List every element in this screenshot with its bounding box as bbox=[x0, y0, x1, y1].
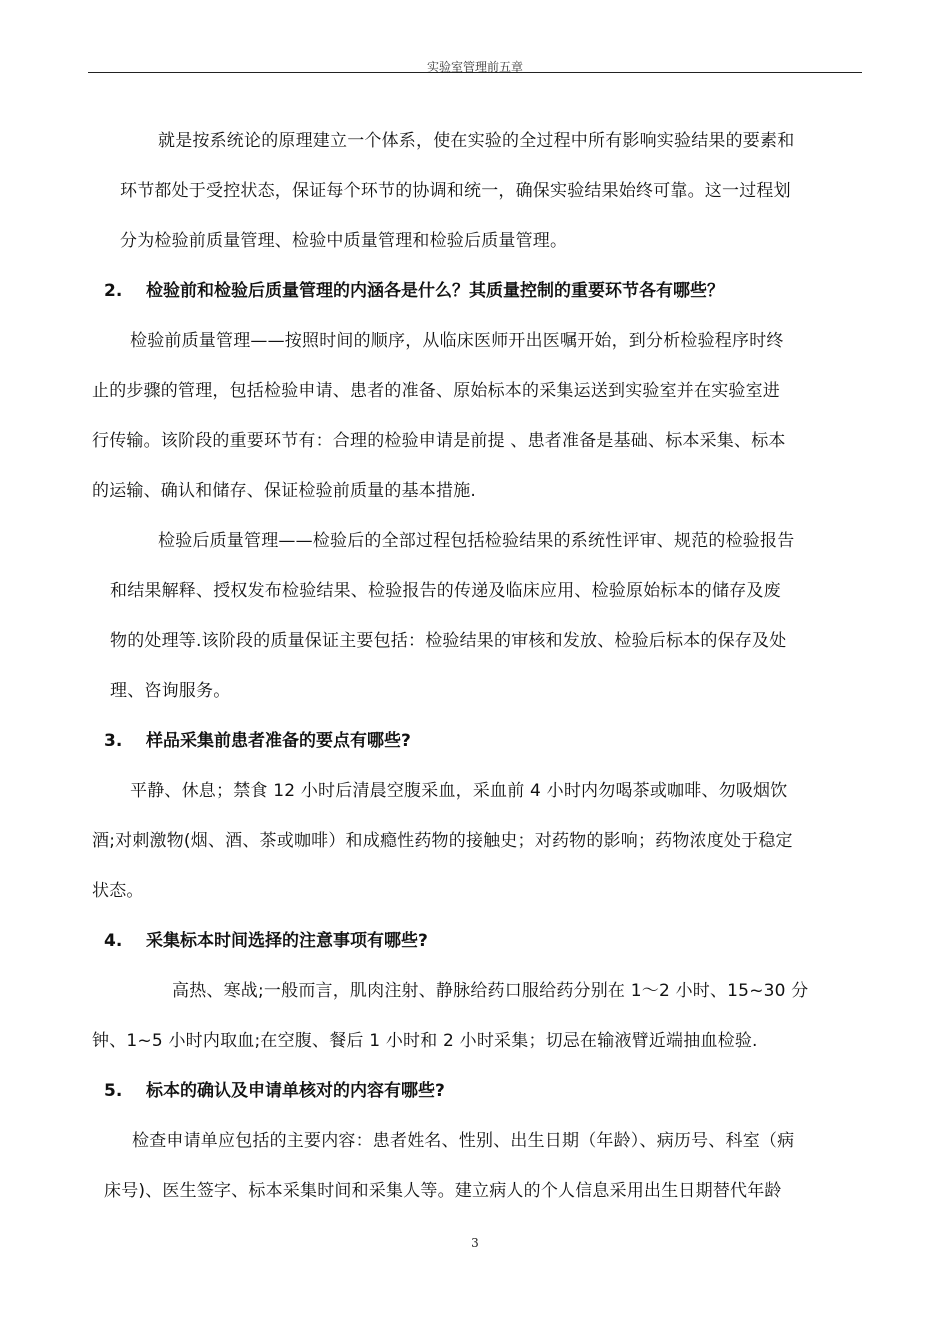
question-4-heading bbox=[104, 930, 428, 952]
q2-para1-line-1: 检验前质量管理——按照时间的顺序，从临床医师开出医嘱开始，到分析检验程序时终 bbox=[130, 331, 784, 351]
question-3-number: 3. bbox=[104, 731, 123, 751]
q2-para2-line-4: 理、咨询服务。 bbox=[110, 681, 231, 701]
question-5-number: 5. bbox=[104, 1081, 123, 1101]
q4-line-1: 高热、寒战;一般而言，肌肉注射、静脉给药口服给药分别在 1～2 小时、15~30 分 bbox=[172, 981, 809, 1001]
question-5-heading bbox=[104, 1080, 445, 1102]
q3-line-1: 平静、休息；禁食 12 小时后清晨空腹采血，采血前 4 小时内勿喝茶或咖啡、勿吸烟饮 bbox=[130, 781, 788, 801]
question-3-title: 样品采集前患者准备的要点有哪些? bbox=[146, 731, 411, 751]
question-2-heading bbox=[104, 280, 724, 302]
page-number: 3 bbox=[471, 1236, 479, 1250]
running-header: 实验室管理前五章 bbox=[426, 60, 523, 74]
intro-line-1: 就是按系统论的原理建立一个体系，使在实验的全过程中所有影响实验结果的要素和 bbox=[158, 131, 795, 151]
q2-para2-line-3: 物的处理等.该阶段的质量保证主要包括：检验结果的审核和发放、检验后标本的保存及处 bbox=[110, 631, 787, 651]
question-4-number: 4. bbox=[104, 931, 123, 951]
question-5-title: 标本的确认及申请单核对的内容有哪些? bbox=[146, 1081, 445, 1101]
q3-line-2: 酒;对刺激物(烟、酒、茶或咖啡）和成瘾性药物的接触史；对药物的影响；药物浓度处于稳定 bbox=[92, 831, 793, 851]
intro-line-3: 分为检验前质量管理、检验中质量管理和检验后质量管理。 bbox=[120, 231, 568, 251]
q2-para2-line-1: 检验后质量管理——检验后的全部过程包括检验结果的系统性评审、规范的检验报告 bbox=[158, 531, 795, 551]
question-3-heading bbox=[104, 730, 411, 752]
question-2-number: 2. bbox=[104, 281, 123, 301]
intro-line-2: 环节都处于受控状态，保证每个环节的协调和统一，确保实验结果始终可靠。这一过程划 bbox=[120, 181, 791, 201]
q5-line-2: 床号)、医生签字、标本采集时间和采集人等。建立病人的个人信息采用出生日期替代年龄 bbox=[104, 1181, 782, 1201]
question-2-title: 检验前和检验后质量管理的内涵各是什么？其质量控制的重要环节各有哪些？ bbox=[146, 281, 724, 301]
q3-line-3: 状态。 bbox=[92, 881, 144, 901]
q5-line-1: 检查申请单应包括的主要内容：患者姓名、性别、出生日期（年龄）、病历号、科室（病 bbox=[132, 1131, 795, 1151]
header-rule bbox=[88, 72, 862, 73]
q2-para2-line-2: 和结果解释、授权发布检验结果、检验报告的传递及临床应用、检验原始标本的储存及废 bbox=[110, 581, 781, 601]
q2-para1-line-2: 止的步骤的管理，包括检验申请、患者的准备、原始标本的采集运送到实验室并在实验室进 bbox=[92, 381, 780, 401]
q4-line-2: 钟、1~5 小时内取血;在空腹、餐后 1 小时和 2 小时采集；切忌在输液臂近端抽血检验. bbox=[92, 1031, 758, 1051]
q2-para1-line-4: 的运输、确认和储存、保证检验前质量的基本措施. bbox=[92, 481, 477, 501]
question-4-title: 采集标本时间选择的注意事项有哪些? bbox=[146, 931, 428, 951]
q2-para1-line-3: 行传输。该阶段的重要环节有：合理的检验申请是前提 、患者准备是基础、标本采集、标本 bbox=[92, 431, 786, 451]
